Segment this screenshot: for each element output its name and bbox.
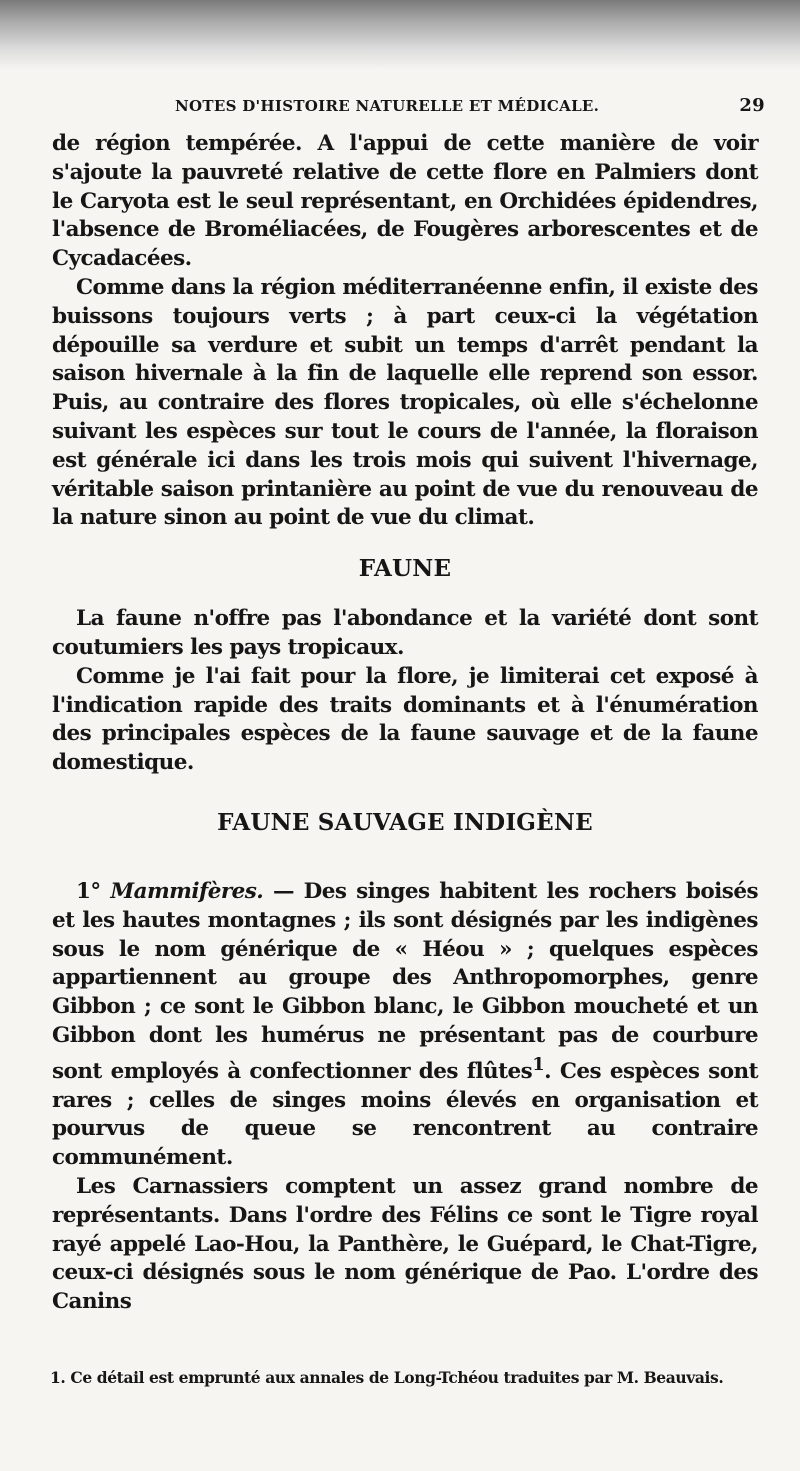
main-text	[52, 130, 758, 1317]
paragraph: Comme je l'ai fait pour la flore, je limiterai cet exposé à l'indication rapide des traits dominants et à l'énumération des principales espèces de la faune sauvage et de la faune domestique.	[52, 663, 758, 776]
footnote-marker: 1.	[50, 1368, 66, 1387]
running-header	[175, 97, 765, 121]
enum-number: 1°	[76, 878, 101, 904]
paragraph	[52, 878, 758, 1173]
subsection-title: Mammifères.	[110, 878, 264, 904]
paragraph: Comme dans la région méditerranéenne enfin, il existe des buissons toujours verts ; à part ceux-ci la végétation dépouille sa verdure et subit un temps d'arrêt pendant la saison hivernale à la fin de laquelle elle reprend son essor. Puis, au contraire des flores tropicales, où elle s'échelonne suivant les espèces sur tout le cours de l'année, la floraison est générale ici dans les trois mois qui suivent l'hivernage, véritable saison printanière au point de vue du renouveau de la nature sinon au point de vue du climat.	[52, 274, 758, 531]
footnote	[50, 1368, 760, 1387]
section-heading-faune-sauvage: FAUNE SAUVAGE INDIGÈNE	[217, 808, 593, 836]
paragraph: La faune n'offre pas l'abondance et la variété dont sont coutumiers les pays tropicaux.	[52, 606, 758, 660]
paragraph-text: — Des singes habitent les rochers boisés et les hautes montagnes ; ils sont désignés par les indigènes sous le nom générique de « Héou » ; quelques espèces appartiennent au groupe des Anthropomorphes, genre Gibbon ; ce sont le Gibbon blanc, le Gibbon moucheté et un Gibbon dont les humérus ne présentant pas de courbure sont employés à confectionner des flûtes	[52, 878, 758, 1084]
running-title: NOTES D'HISTOIRE NATURELLE ET MÉDICALE.	[175, 97, 600, 115]
section-heading-faune: FAUNE	[358, 555, 452, 583]
page-number: 29	[739, 95, 765, 116]
scan-shadow	[0, 0, 800, 70]
paragraph-text: . Ces espèces sont rares ; celles de singes moins élevés en organisation et pourvus de queue se rencontrent au contraire communément.	[52, 1058, 758, 1171]
paragraph: de région tempérée. A l'appui de cette manière de voir s'ajoute la pauvreté relative de cette flore en Palmiers dont le Caryota est le seul représentant, en Orchidées épidendres, l'absence de Broméliacées, de Fougères arborescentes et de Cycadacées.	[52, 131, 758, 272]
footnote-ref[interactable]: 1	[532, 1053, 545, 1075]
footnote-text: Ce détail est emprunté aux annales de Long-Tchéou traduites par M. Beauvais.	[70, 1368, 724, 1387]
paragraph: Les Carnassiers comptent un assez grand nombre de représentants. Dans l'ordre des Félins ce sont le Tigre royal rayé appelé Lao-Hou, la Panthère, le Guépard, le Chat-Tigre, ceux-ci désignés sous le nom générique de Pao. L'ordre des Canins	[52, 1174, 758, 1315]
